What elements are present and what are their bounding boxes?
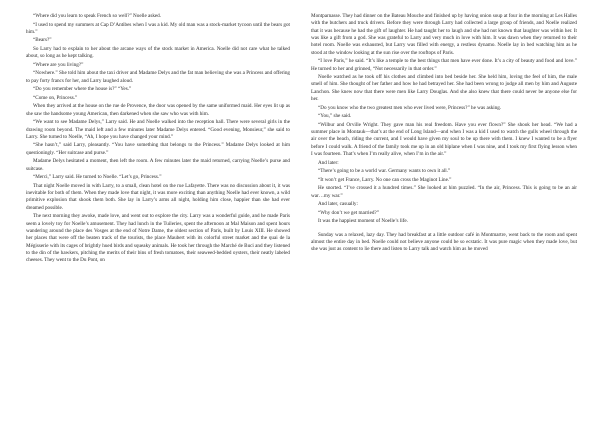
paragraph: “Nowhere.” She told him about the taxi driver and Madame Delys and the fat man believing she was a Princess and offering to pay forty francs for her, and Larry laughed aloud. [26,70,290,84]
paragraph: So Larry had to explain to her about the arcane ways of the stock market in America. Noelle did not care what he talked about, so long as he kept talking. [26,45,290,60]
paragraph: “Come on, Princess.” [33,94,78,101]
paragraph: “I love Paris,” he said. “It’s like a temple to the best things that men have ever done. It’s a city of beauty and food and love.” He turned to her and grinned, “Not necessarily in that order.” [311,58,577,72]
paragraph: “There’s going to be a world war. Germany wants to own it all.” [318,168,451,175]
paragraph: “You,” she said. [318,113,352,120]
paragraph: “She hasn’t,” said Larry, pleasantly. “You have something that belongs to the Princess.” Madame Delys looked at him questioningly. “Her suitcase and purse.” [26,142,290,156]
paragraph: “Where did you learn to speak French so well?” Noelle asked. [33,13,162,19]
paragraph: And later, casually: [318,201,358,208]
paragraph: Montparnasse. They had dinner on the Bateau Mouche and finished up by having onion soup at four in the morning at Les Halles with the butchers and truck drivers. Before they were through Larry had collected a large group of friends, and Noelle realized that it was because he had the gift of laughter. He had taught her to laugh and she had not known that laughter was within her. It was like a gift from a god. She was grateful to Larry and very much in love with him. It was dawn when they returned to their hotel room. Noelle was exhausted, but Larry was filled with energy, a restless dynamo. Noelle lay in bed watching him as he stood at the window looking at the sun rise over the rooftops of Paris. [311,13,577,56]
paragraph: That night Noelle moved in with Larry, to a small, clean hotel on the rue Lafayette. There was no discussion about it, it was inevitable for both of them. When they made love that night, it was more exciting than anything Noelle had ever known, a wild primitive explosion that shook them both. She lay in Larry’s arms all night, holding him close, happier than she had ever dreamed possible. [26,182,290,211]
paragraph: “Do you know who the two greatest men who ever lived were, Princess?” he was asking. [318,104,502,111]
paragraph: Sunday was a relaxed, lazy day. They had breakfast at a little outdoor café in Montmartre, went back to the room and spent almost the entire day in bed. Noelle could not believe anyone could be so ecstatic. It was pure magic when they made love, but she was just as content to lie there and listen to Larry talk and watch him as he moved [311,231,577,253]
paragraph: “I used to spend my summers at Cap D’Antibes when I was a kid. My old man was a stock-market tycoon until the bears got him.” [26,21,290,35]
right-column [311,13,577,255]
paragraph: “It won’t get France, Larry. No one can cross the Maginot Line.” [318,176,452,183]
paragraph: “Where are you living?” [33,61,84,68]
paragraph: “Bears?” [33,37,52,44]
paragraph: “Wilbur and Orville Wright. They gave man his real freedom. Have you ever flown?” She shook her head. “We had a summer place in Montauk—that’s at the end of Long Island—and when I was a kid I used to watch the gulls wheel through the air over the beach, riding the current, and I would have given my soul to be up there with them. I knew I wanted to be a flyer before I could walk. A friend of the family took me up in an old biplane when I was nine, and I took my first flying lesson when I was fourteen. That’s when I’m really alive, when I’m in the air.” [311,121,577,158]
paragraph: “Why don’t we get married?” [318,209,379,216]
paragraph: And later: [318,159,339,166]
paragraph: It was the happiest moment of Noelle’s life. [318,218,408,225]
paragraph: Noelle watched as he took off his clothes and climbed into bed beside her. She held him, loving the feel of him, the male smell of him. She thought of her father and how he had betrayed her. She had been wrong to judge all men by him and Auguste Lanchon. She knew now that there were men like Larry Douglas. And she also knew that there could never be anyone else for her. [311,74,577,103]
left-column [26,13,290,266]
paragraph: “Do you remember where the house is?” “Yes.” [33,86,132,93]
paragraph: Madame Delys hesitated a moment, then left the room. A few minutes later the maid returned, carrying Noelle’s purse and suitcase. [26,158,290,172]
paragraph: “We want to see Madame Delys,” Larry said. He and Noelle walked into the reception hall. There were several girls in the drawing room beyond. The maid left and a few minutes later Madame Delys entered. “Good evening, Monsieur,” she said to Larry. She turned to Noelle, “Ah, I hope you have changed your mind.” [26,119,290,140]
paragraph: “Merci,” Larry said. He turned to Noelle. “Let’s go, Princess.” [33,174,162,181]
paragraph: When they arrived at the house on the rue de Provence, the door was opened by the same uniformed maid. Her eyes lit up as she saw the handsome young American, then darkened when she saw who was with him. [26,103,290,117]
paragraph: He snorted. “I’ve crossed it a hundred times.” She looked at him puzzled. “In the air, Princess. This is going to be an air war…my war.” [311,185,577,199]
paragraph: The next morning they awoke, made love, and went out to explore the city. Larry was a wonderful guide, and he made Paris seem a lovely toy for Noelle’s amusement. They had lunch in the Tuileries, spent the afternoon at Mal Maison and spent hours wandering around the place des Vosges at the end of Notre Dame, the oldest section of Paris, built by Louis XIII. He showed her places that were off the beaten track of the tourists, the place Maubert with its colorful street market and the quai de la Mégisserie with its cages of brightly hued birds and squeaky animals. He took her through the Marché de Buci and they listened to the din of the hawkers, pitching the merits of their bins of fresh tomatoes, their seaweed-bedded oysters, their neatly labeled cheeses. They went to the Du Pont, on [26,213,290,264]
